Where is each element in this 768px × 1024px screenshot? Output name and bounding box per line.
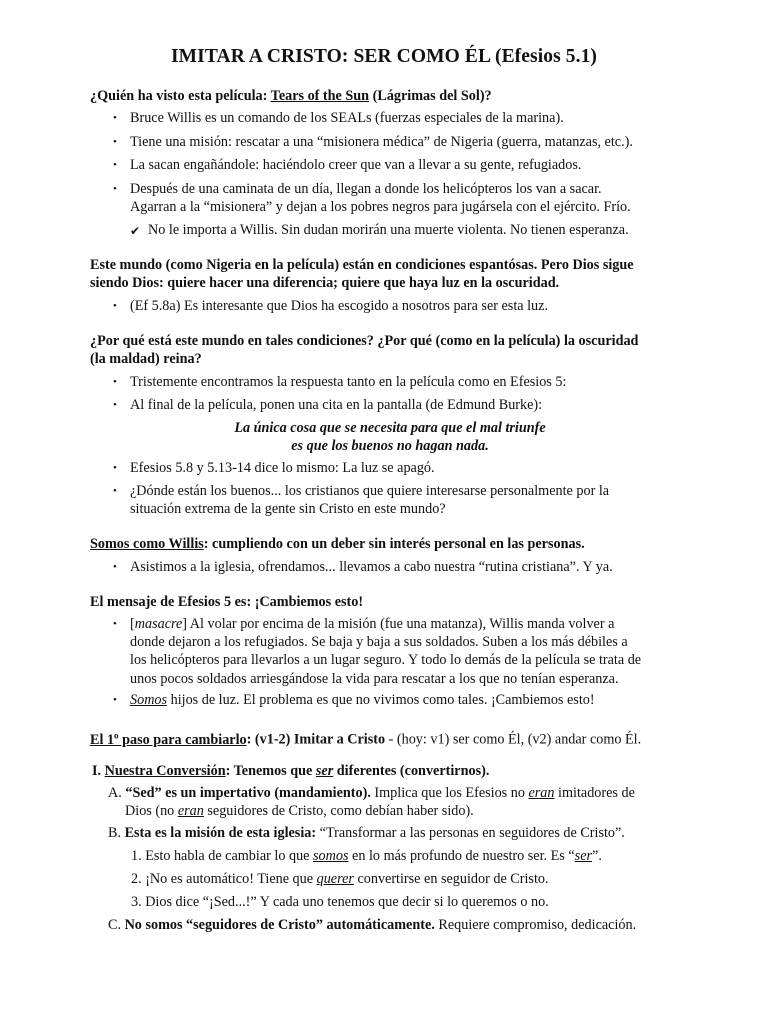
question-text-end: (Lágrimas del Sol)? (369, 88, 492, 104)
text: Requiere compromiso, dedicación. (434, 917, 637, 933)
line: siendo Dios: quiere hacer una diferencia; quiere que haya luz en la oscuridad. (90, 275, 560, 291)
list-item (130, 180, 690, 216)
list-item: • La sacan engañándole: haciéndolo creer que van a llevar a su gente, refugiados. (130, 156, 690, 174)
italic-word: Somos (130, 692, 168, 708)
list-item: • Al final de la película, ponen una cita en la pantalla (de Edmund Burke): (130, 396, 690, 414)
question-text: ¿Quién ha visto esta película: (90, 88, 271, 104)
superscript: o (114, 730, 119, 740)
line: los helicópteros para llevarlos a un lugar seguro. Y todo lo demás de la película se trata de (130, 652, 642, 669)
text: convertirse en seguidor de Cristo. (353, 871, 549, 887)
line: ] Al volar por encima de la misión (fue una matanza), Willis manda volver a (182, 616, 615, 632)
text: ”. (592, 848, 602, 864)
text: 1. Esto habla de cambiar lo que (131, 848, 314, 864)
page-title: IMITAR A CRISTO: SER COMO ÉL (Efesios 5.1) (170, 46, 598, 67)
line: es que los buenos no hagan nada. (291, 438, 489, 454)
italic-word: ser (574, 848, 593, 864)
list-item (130, 691, 690, 709)
section-heading (90, 535, 690, 553)
outline-C (108, 916, 698, 934)
text: - (hoy: v1) ser como Él, (v2) andar como Él. (385, 731, 642, 748)
first-step-label (90, 732, 247, 748)
text: paso para cambiarlo (118, 731, 247, 748)
text: imitadores de (554, 785, 635, 801)
bold-text: Esta es la misión de esta iglesia: (124, 825, 317, 841)
list-item: • (Ef 5.8a) Es interesante que Dios ha escogido a nosotros para ser esta luz. (130, 297, 690, 315)
outline-B-2 (131, 870, 691, 888)
italic-word: eran (177, 803, 204, 819)
text: diferentes (convertirnos). (333, 763, 490, 779)
outline-A (108, 784, 698, 802)
line: donde dejaron a los refugiados. Se baja y baja a sus soldados. Suben a los más débiles a (130, 634, 628, 651)
outline-B-1 (131, 847, 691, 865)
line: unos pocos soldados arriesgándose la vida para rescatar a los que no tenían esperanza. (130, 670, 619, 687)
film-title: Tears of the Sun (270, 88, 370, 104)
bracket: [ (130, 616, 135, 632)
list-item: • Tristemente encontramos la respuesta tanto en la película como en Efesios 5: (130, 373, 690, 391)
outline-A-cont (125, 802, 695, 820)
bold-text: No somos “seguidores de Cristo” automáticamente. (124, 917, 435, 933)
bold-text: : (v1-2) Imitar a Cristo (246, 731, 386, 748)
line: Después de una caminata de un día, llegan a donde los helicópteros los van a sacar. (130, 181, 602, 197)
line: hijos de luz. El problema es que no vivimos como tales. ¡Cambiemos esto! (167, 692, 595, 708)
list-item (130, 482, 690, 518)
heading-rest: : cumpliendo con un deber sin interés personal en las personas. (203, 536, 585, 552)
section-question-film (90, 87, 690, 105)
burke-quote (90, 419, 690, 455)
line: Agarran a la “misionera” y dejan a los pobres negros para jugársela con el ejército. Frío. (130, 199, 631, 216)
outline-B (108, 824, 698, 842)
italic-word: eran (528, 785, 555, 801)
text: Dios (no (125, 803, 178, 819)
line: Este mundo (como Nigeria en la película) están en condiciones espantósas. Pero Dios sigue (90, 257, 634, 273)
list-item: • Tiene una misión: rescatar a una “misionera médica” de Nigeria (guerra, matanzas, etc.). (130, 133, 690, 151)
text: Implica que los Efesios no (370, 785, 529, 801)
checkmark-item: ✔ No le importa a Willis. Sin dudan morirán una muerte violenta. No tienen esperanza. (148, 221, 688, 239)
underlined: Nuestra Conversión (104, 763, 226, 779)
line: ¿Por qué está este mundo en tales condiciones? ¿Por qué (como en la película) la oscuridad (90, 333, 639, 349)
text: en lo más profundo de nuestro ser. Es “ (348, 848, 575, 864)
section-heading (90, 332, 690, 368)
line: situación extrema de la gente sin Cristo en este mundo? (130, 501, 446, 518)
numeral: I. (92, 763, 102, 779)
list-item: • Efesios 5.8 y 5.13-14 dice lo mismo: La luz se apagó. (130, 459, 690, 477)
italic-word: somos (313, 848, 349, 864)
text: : Tenemos que (225, 763, 316, 779)
section-heading (90, 256, 690, 292)
italic-word: querer (316, 871, 354, 887)
text: El 1 (90, 731, 115, 748)
list-item: • Bruce Willis es un comando de los SEALs (fuerzas especiales de la marina). (130, 109, 690, 127)
italic-word: ser (315, 763, 334, 779)
text: seguidores de Cristo, como debían haber sido). (203, 803, 474, 819)
outline-I (92, 762, 692, 780)
letter: A. (108, 785, 122, 801)
line: (la maldad) reina? (90, 351, 202, 367)
letter: B. (108, 825, 122, 841)
line: ¿Dónde están los buenos... los cristianos que quiere interesarse personalmente por la (130, 483, 610, 499)
bold-text: “Sed” es un impertativo (mandamiento). (125, 785, 371, 801)
list-item: • Asistimos a la iglesia, ofrendamos... llevamos a cabo nuestra “rutina cristiana”. Y ya. (130, 558, 690, 576)
section-heading: El mensaje de Efesios 5 es: ¡Cambiemos esto! (90, 594, 364, 610)
text: 2. ¡No es automático! Tiene que (131, 871, 317, 887)
italic-word: masacre (134, 616, 183, 632)
outline-B-3: 3. Dios dice “¡Sed...!” Y cada uno tenemos que decir si lo queremos o no. (131, 894, 549, 910)
first-step-line (90, 726, 690, 749)
list-item (130, 615, 690, 688)
text: “Transformar a las personas en seguidores de Cristo”. (316, 825, 625, 841)
heading-underlined: Somos como Willis (90, 536, 204, 552)
line: La única cosa que se necesita para que el mal triunfe (234, 420, 546, 436)
letter: C. (108, 917, 122, 933)
